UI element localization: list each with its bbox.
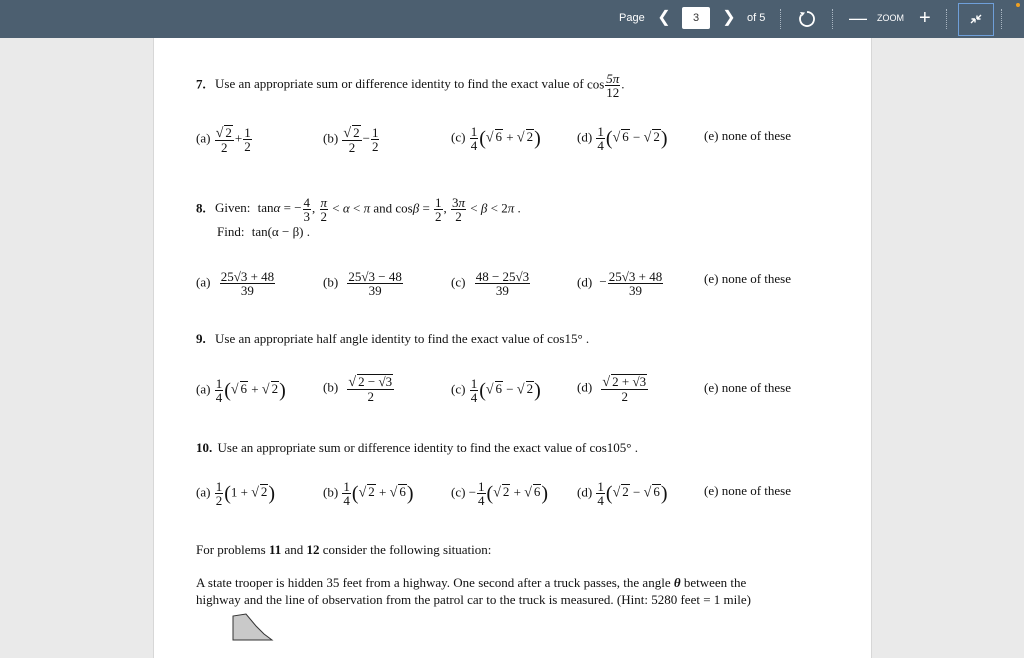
choice-d[interactable]: (d) $\frac{1}{4}$ (√ 6 − √ 2) <box>577 124 668 153</box>
problem-10: 10. Use an appropriate sum or difference identity to find the exact value of cos105° . <box>196 440 638 455</box>
pdf-toolbar <box>0 0 1024 38</box>
choice-e[interactable]: (e) none of these <box>704 271 791 286</box>
chevron-left-icon[interactable]: ❮ <box>657 9 671 26</box>
choice-a[interactable]: (a) $\frac{√ 2}{2}$ + $\frac{1}{2}$ <box>196 125 251 155</box>
situation-intro: For problems 11 and 12 consider the following situation: <box>196 542 492 557</box>
plus-icon[interactable]: + <box>919 7 931 29</box>
choice-c[interactable]: (c) $\frac{1}{4}$ (√ 6 − √ 2) <box>451 376 541 405</box>
choice-c[interactable]: (c) $\frac{1}{4}$ (√ 6 + √ 2) <box>451 124 541 153</box>
choice-e[interactable]: (e) none of these <box>704 128 791 143</box>
choice-a[interactable]: (a) $\frac{25√3 + 48}{39}$ <box>196 269 275 298</box>
problem-9: 9. Use an appropriate half angle identity to find the exact value of cos15° . <box>196 331 590 346</box>
problem-7: 7. Use an appropriate sum or difference identity to find the exact value of cos $\frac{5\pi}{12}$ . <box>196 71 625 100</box>
situation-line-1: A state trooper is hidden 35 feet from a highway. One second after a truck passes, the angle θ between the <box>196 575 747 590</box>
page-number-input[interactable]: 3 <box>682 7 710 29</box>
fit-page-icon[interactable] <box>958 3 994 36</box>
choice-e[interactable]: (e) none of these <box>704 483 791 498</box>
minus-icon[interactable]: — <box>849 8 867 28</box>
choice-d[interactable]: (d) $\frac{√ 2 + √3}{2}$ <box>577 374 647 404</box>
choice-b[interactable]: (b) $\frac{√ 2}{2}$ − $\frac{1}{2}$ <box>323 125 379 155</box>
choice-a[interactable]: (a) $\frac{1}{4}$ (√ 6 + √ 2) <box>196 376 286 405</box>
choice-d[interactable]: (d) $\frac{1}{4}$ (√ 2 − √ 6) <box>577 479 668 508</box>
toolbar-divider <box>1001 9 1002 29</box>
page-label: Page <box>619 12 645 24</box>
situation-line-2: highway and the line of observation from the patrol car to the truck is measured. (Hint: 5280 feet = 1 mile) <box>196 592 751 607</box>
page-count-label: of 5 <box>747 12 766 24</box>
problem-8-find: Find: tan(α − β) . <box>217 224 311 239</box>
choice-e[interactable]: (e) none of these <box>704 380 791 395</box>
toolbar-divider <box>832 9 833 29</box>
choice-d[interactable]: (d) − $\frac{25√3 + 48}{39}$ <box>577 269 663 298</box>
diagram-shape <box>232 612 277 642</box>
document-page <box>153 38 872 658</box>
chevron-right-icon[interactable]: ❯ <box>722 9 736 26</box>
choice-b[interactable]: (b) $\frac{√ 2 - √3}{2}$ <box>323 374 393 404</box>
choice-a[interactable]: (a) $\frac{1}{2}$ (1 + √ 2) <box>196 479 276 508</box>
toolbar-divider <box>946 9 947 29</box>
problem-8: 8. Given: tanα = − $\frac{4}{3}$ , $\frac{\pi}{2}$ < α < π and cosβ = $\frac{1}{2}$ , $\frac{3\pi}{2}$ < β < 2π . <box>196 195 521 224</box>
choice-b[interactable]: (b) $\frac{25√3 - 48}{39}$ <box>323 269 402 298</box>
toolbar-divider <box>780 9 781 29</box>
zoom-label: ZOOM <box>877 13 904 23</box>
choice-c[interactable]: (c) − $\frac{1}{4}$ (√ 2 + √ 6) <box>451 479 549 508</box>
notification-dot <box>1016 3 1020 7</box>
choice-b[interactable]: (b) $\frac{1}{4}$ (√ 2 + √ 6) <box>323 479 414 508</box>
choice-c[interactable]: (c) $\frac{48 - 25√3}{39}$ <box>451 269 530 298</box>
rotate-icon[interactable] <box>797 9 817 29</box>
